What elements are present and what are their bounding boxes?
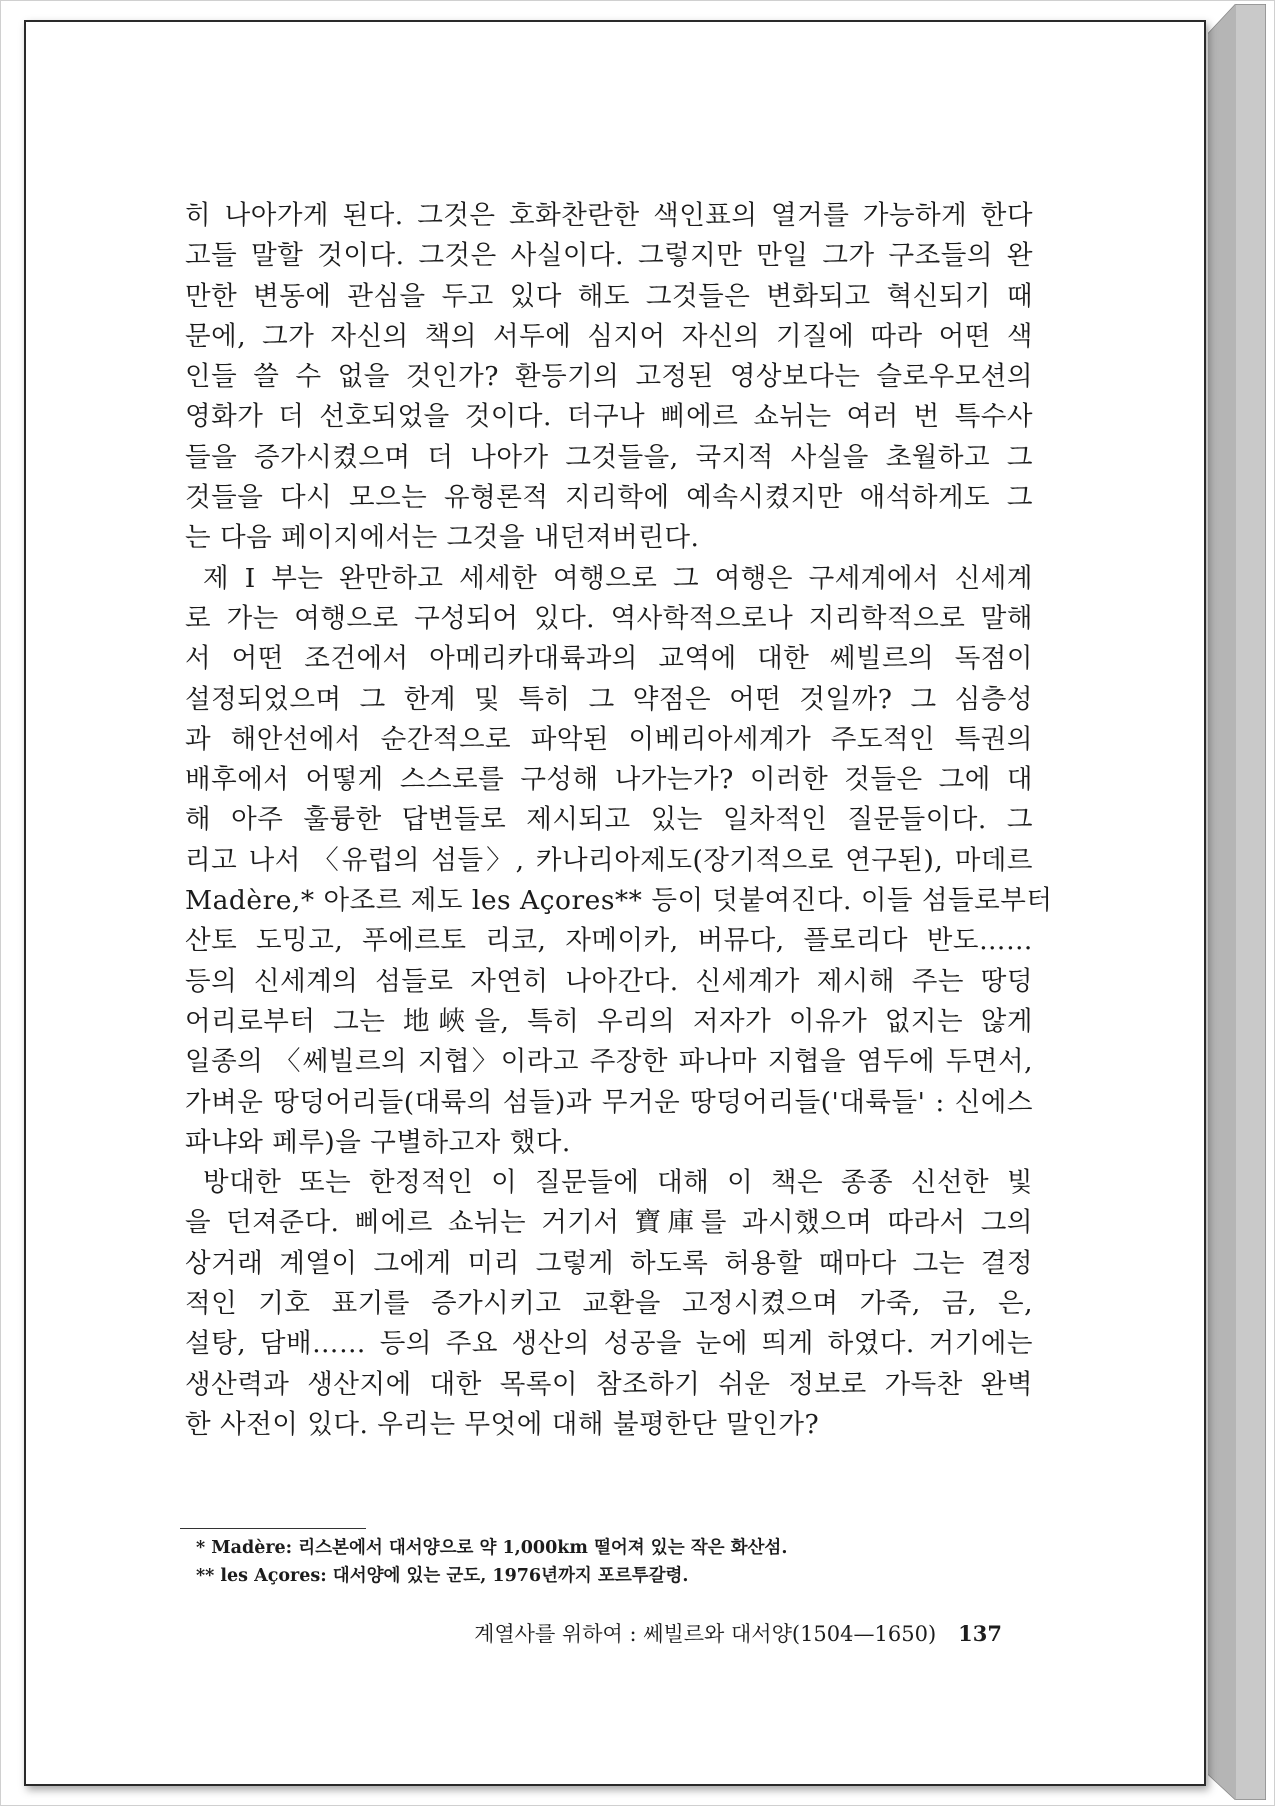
text-line: 문에, 그가 자신의 책의 서두에 심지어 자신의 기질에 따라 어떤 색 [185,320,1033,352]
text-line: 등의 신세계의 섬들로 자연히 나아간다. 신세계가 제시해 주는 땅덩 [185,965,1033,997]
text-line: 생산력과 생산지에 대한 목록이 참조하기 쉬운 정보로 가득찬 완벽 [185,1368,1033,1400]
text-line: 과 해안선에서 순간적으로 파악된 이베리아세계가 주도적인 특권의 [185,723,1033,755]
body-text [185,196,1053,1445]
text-line: 설탕, 담배…… 등의 주요 생산의 성공을 눈에 띄게 하였다. 거기에는 [185,1328,1033,1360]
paragraph-start-line: 방대한 또는 한정적인 이 질문들에 대해 이 책은 종종 신선한 빛 [203,1167,1033,1199]
text-line: 파냐와 페루)을 구별하고자 했다. [185,1126,571,1158]
footnotes [196,1534,1016,1590]
text-line: 해 아주 훌륭한 답변들로 제시되고 있는 일차적인 질문들이다. 그 [185,804,1033,836]
text-line: 들을 증가시켰으며 더 나아가 그것들을, 국지적 사실을 초월하고 그 [185,441,1033,473]
text-line: 한 사전이 있다. 우리는 무엇에 대해 불평한단 말인가? [185,1408,820,1440]
text-line: 가벼운 땅덩어리들(대륙의 섬들)과 무거운 땅덩어리들('대륙들' : 신에스 [185,1086,1033,1118]
text-line: 적인 기호 표기를 증가시키고 교환을 고정시켰으며 가죽, 금, 은, [185,1288,1033,1320]
text-line: 설정되었으며 그 한계 및 특히 그 약점은 어떤 것일까? 그 심층성 [185,683,1033,715]
text-line: 일종의 〈쎄빌르의 지협〉이라고 주장한 파나마 지협을 염두에 두면서, [185,1046,1033,1078]
page-number: 137 [958,1621,1002,1646]
text-line: 영화가 더 선호되었을 것이다. 더구나 삐에르 쇼뉘는 여러 번 특수사 [185,401,1033,433]
text-line: 리고 나서 〈유럽의 섬들〉, 카나리아제도(장기적으로 연구된), 마데르 [185,844,1033,876]
text-line: 로 가는 여행으로 구성되어 있다. 역사학적으로나 지리학적으로 말해 [185,602,1033,634]
footnote-divider [180,1528,366,1529]
text-line: 상거래 계열이 그에게 미리 그렇게 하도록 허용할 때마다 그는 결정 [185,1247,1033,1279]
text-line: 히 나아가게 된다. 그것은 호화찬란한 색인표의 열거를 가능하게 한다 [185,200,1033,231]
paragraph-start-line: 제 I 부는 완만하고 세세한 여행으로 그 여행은 구세계에서 신세계 [203,562,1033,594]
text-line: Madère,* 아조르 제도 les Açores** 등이 덧붙여진다. 이들 섬들로부터 [185,885,1053,917]
book-page-edge [1208,4,1266,1800]
text-line: 는 다음 페이지에서는 그것을 내던져버린다. [185,522,700,554]
text-line: 만한 변동에 관심을 두고 있다 해도 그것들은 변화되고 혁신되기 때 [185,280,1033,312]
text-line: 인들 쓸 수 없을 것인가? 환등기의 고정된 영상보다는 슬로우모션의 [185,361,1033,393]
running-title: 계열사를 위하여 : 쎄빌르와 대서양(1504—1650) [474,1622,937,1646]
text-line: 고들 말할 것이다. 그것은 사실이다. 그렇지만 만일 그가 구조들의 완 [185,240,1033,272]
footnote: * Madère: 리스본에서 대서양으로 약 1,000km 떨어져 있는 작은 화산섬. [196,1538,788,1558]
text-line: 것들을 다시 모으는 유형론적 지리학에 예속시켰지만 애석하게도 그 [185,482,1033,514]
text-line: 배후에서 어떻게 스스로를 구성해 나가는가? 이러한 것들은 그에 대 [185,764,1033,796]
text-line: 을 던져준다. 삐에르 쇼뉘는 거기서 寶庫를 과시했으며 따라서 그의 [185,1207,1033,1239]
text-line: 어리로부터 그는 地峽을, 특히 우리의 저자가 이유가 없지는 않게 [185,1005,1033,1037]
footnote: ** les Açores: 대서양에 있는 군도, 1976년까지 포르투갈령. [196,1566,689,1586]
page-footer [420,1618,1002,1648]
text-line: 서 어떤 조건에서 아메리카대륙과의 교역에 대한 쎄빌르의 독점이 [185,643,1033,675]
text-line: 산토 도밍고, 푸에르토 리코, 자메이카, 버뮤다, 플로리다 반도…… [185,925,1033,957]
